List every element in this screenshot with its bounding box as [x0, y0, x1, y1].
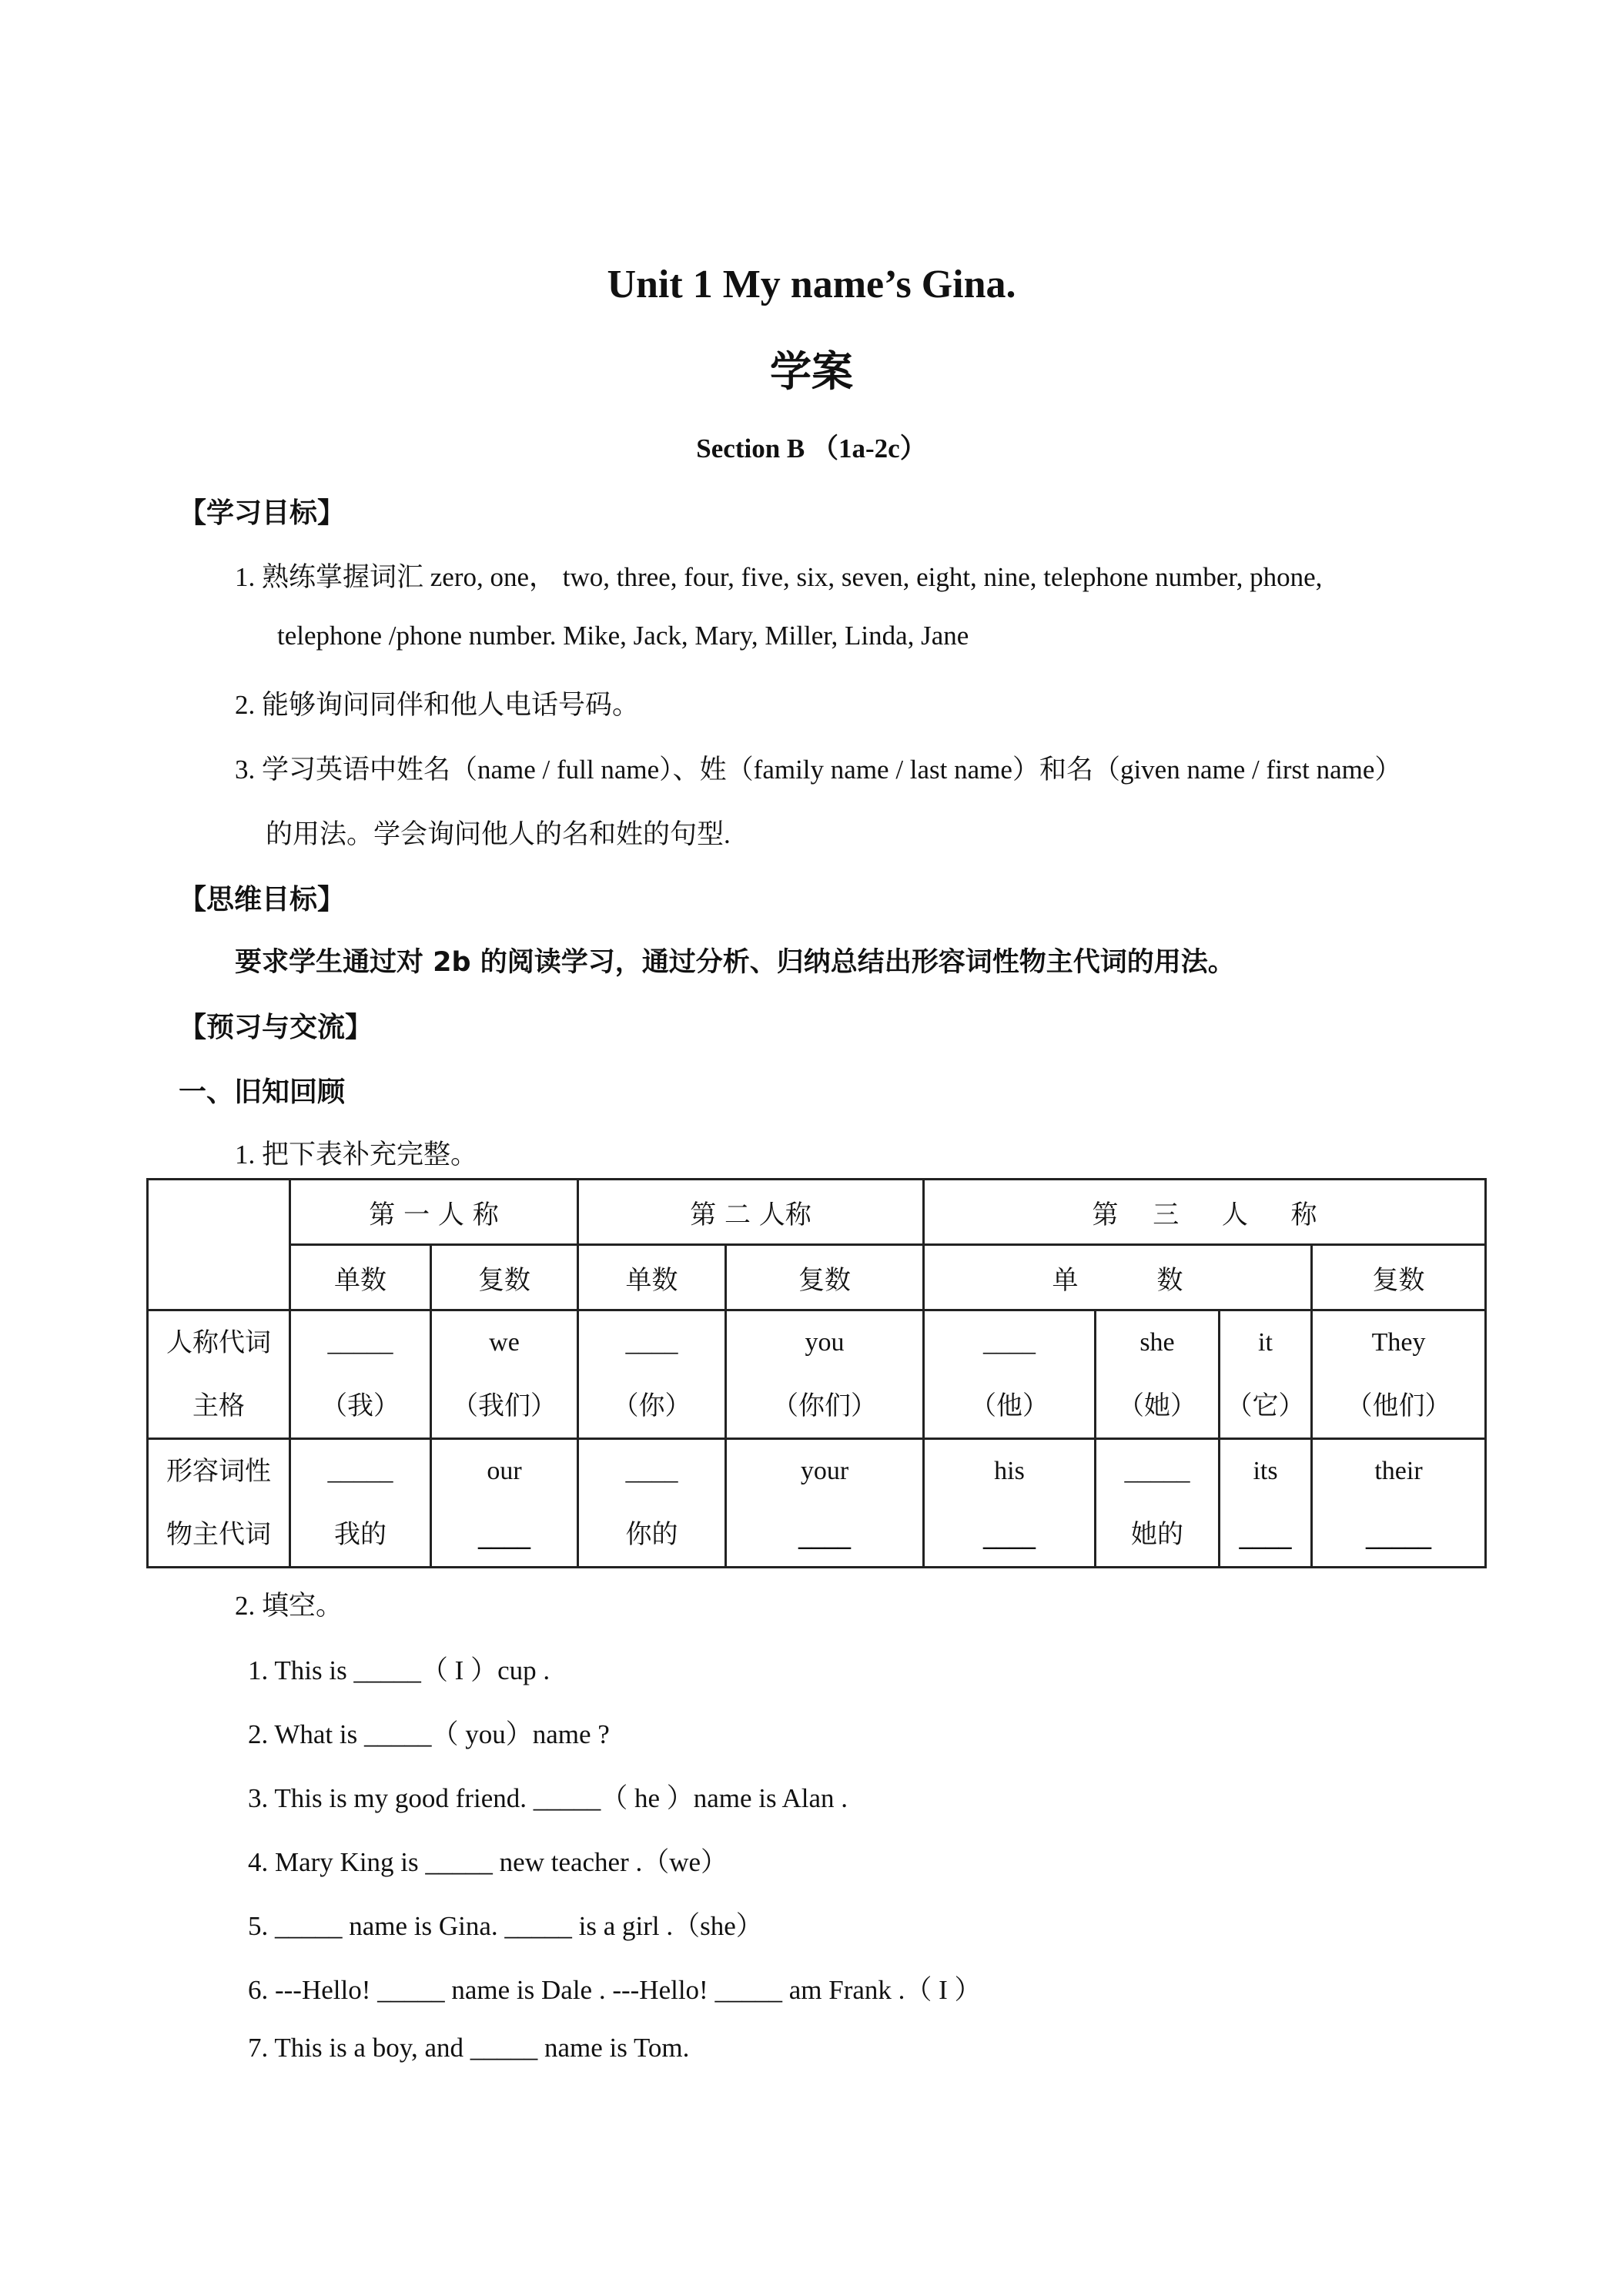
second-person-header: 第 二 人称 — [578, 1180, 924, 1245]
cell-top: his — [994, 1457, 1025, 1485]
label-line: 形容词性 — [166, 1456, 271, 1487]
chinese-hint: （我） — [321, 1391, 400, 1421]
preview-heading: 【预习与交流】 — [179, 1012, 373, 1043]
chinese-hint: （你们） — [772, 1391, 877, 1421]
english-word: you — [805, 1328, 845, 1357]
review-heading: 一、旧知回顾 — [179, 1076, 346, 1108]
task-1-instruction: 1. 把下表补充完整。 — [235, 1140, 478, 1170]
chinese-hint: （我们） — [452, 1391, 557, 1421]
cell-top: their — [1374, 1457, 1423, 1485]
exercise-item-4: 4. Mary King is _____ new teacher .（we） — [248, 1847, 728, 1877]
page-title: Unit 1 My name’s Gina. — [607, 263, 1016, 306]
label-line: 主格 — [192, 1391, 245, 1421]
english-word: we — [489, 1328, 520, 1357]
table-cell — [290, 1439, 431, 1568]
chinese-hint: （你） — [612, 1391, 691, 1421]
table-cell — [726, 1439, 924, 1568]
cell-top: _____ — [327, 1457, 393, 1485]
third-person-header: 第 三 人 称 — [924, 1180, 1486, 1245]
goal-item-1-line-1: 1. 熟练掌握词汇 zero, one， two, three, four, five, six, seven, eight, nine, telephone number, phone, — [235, 562, 1323, 592]
table-cell — [1220, 1310, 1312, 1439]
section-label: Section B （1a-2c） — [696, 433, 927, 464]
label-line: 人称代词 — [166, 1327, 271, 1358]
table-cell — [578, 1439, 726, 1568]
exercise-item-2: 2. What is _____（ you）name ? — [248, 1719, 610, 1749]
second-singular-header: 单数 — [578, 1245, 726, 1310]
cell-top: our — [487, 1457, 522, 1485]
english-word: _____ — [327, 1328, 393, 1357]
english-word: it — [1258, 1328, 1273, 1357]
table-cell — [290, 1310, 431, 1439]
table-cell — [1312, 1439, 1486, 1568]
table-cell — [1096, 1439, 1220, 1568]
goal-item-3-line-1: 3. 学习英语中姓名（name / full name）、姓（family name / last name）和名（given name / first name） — [235, 755, 1402, 785]
english-word: ____ — [625, 1328, 678, 1357]
chinese-hint: （她） — [1118, 1391, 1196, 1421]
table-cell — [924, 1310, 1096, 1439]
english-word: ____ — [983, 1328, 1036, 1357]
pronoun-table — [146, 1178, 1487, 1568]
cell-bottom: ____ — [983, 1519, 1036, 1550]
cell-bottom: ____ — [478, 1519, 530, 1550]
label-line: 物主代词 — [166, 1519, 271, 1550]
first-plural-header: 复数 — [431, 1245, 578, 1310]
goal-item-3-line-2: 的用法。学会询问他人的名和姓的句型. — [266, 819, 731, 849]
possessive-pronoun-label — [148, 1439, 290, 1568]
learning-goals-heading: 【学习目标】 — [179, 497, 346, 529]
first-person-header: 第 一 人 称 — [290, 1180, 578, 1245]
cell-top: its — [1253, 1457, 1278, 1485]
second-plural-header: 复数 — [726, 1245, 924, 1310]
cell-bottom: ____ — [1239, 1519, 1292, 1550]
exercise-heading: 2. 填空。 — [235, 1591, 343, 1621]
chinese-hint: （他们） — [1346, 1391, 1451, 1421]
first-singular-header: 单数 — [290, 1245, 431, 1310]
chinese-hint: （它） — [1226, 1391, 1305, 1421]
exercise-item-7: 7. This is a boy, and _____ name is Tom. — [248, 2033, 690, 2063]
cell-top: ____ — [625, 1457, 678, 1485]
table-cell — [726, 1310, 924, 1439]
thinking-goals-heading: 【思维目标】 — [179, 884, 346, 915]
table-cell — [431, 1310, 578, 1439]
table-cell — [1312, 1310, 1486, 1439]
goal-item-2: 2. 能够询问同伴和他人电话号码。 — [235, 690, 640, 720]
exercise-item-5: 5. _____ name is Gina. _____ is a girl .（she） — [248, 1911, 763, 1941]
table-cell — [431, 1439, 578, 1568]
goal-item-1-line-2: telephone /phone number. Mike, Jack, Mary, Miller, Linda, Jane — [277, 621, 969, 651]
third-singular-header: 单 数 — [924, 1245, 1312, 1310]
table-cell — [578, 1310, 726, 1439]
cell-bottom: ____ — [798, 1519, 851, 1550]
cell-top: your — [800, 1457, 849, 1485]
thinking-goals-text: 要求学生通过对 2b 的阅读学习，通过分析、归纳总结出形容词性物主代词的用法。 — [235, 947, 1235, 978]
english-word: They — [1371, 1328, 1426, 1357]
table-corner-cell — [148, 1180, 290, 1310]
exercise-item-3: 3. This is my good friend. _____（ he ）name is Alan . — [248, 1783, 848, 1813]
exercise-item-1: 1. This is _____（ I ）cup . — [248, 1655, 550, 1685]
table-cell — [924, 1439, 1096, 1568]
subject-pronoun-label — [148, 1310, 290, 1439]
table-cell — [1096, 1310, 1220, 1439]
english-word: she — [1139, 1328, 1175, 1357]
cell-bottom: 我的 — [334, 1519, 387, 1550]
cell-bottom: _____ — [1366, 1519, 1432, 1550]
third-plural-header: 复数 — [1312, 1245, 1486, 1310]
chinese-hint: （他） — [970, 1391, 1049, 1421]
cell-bottom: 你的 — [625, 1519, 678, 1550]
table-cell — [1220, 1439, 1312, 1568]
exercise-item-6: 6. ---Hello! _____ name is Dale . ---Hello! _____ am Frank .（ I ） — [248, 1975, 982, 2005]
cell-bottom: 她的 — [1131, 1519, 1183, 1550]
cell-top: _____ — [1124, 1457, 1190, 1485]
page-subtitle: 学案 — [770, 347, 853, 396]
